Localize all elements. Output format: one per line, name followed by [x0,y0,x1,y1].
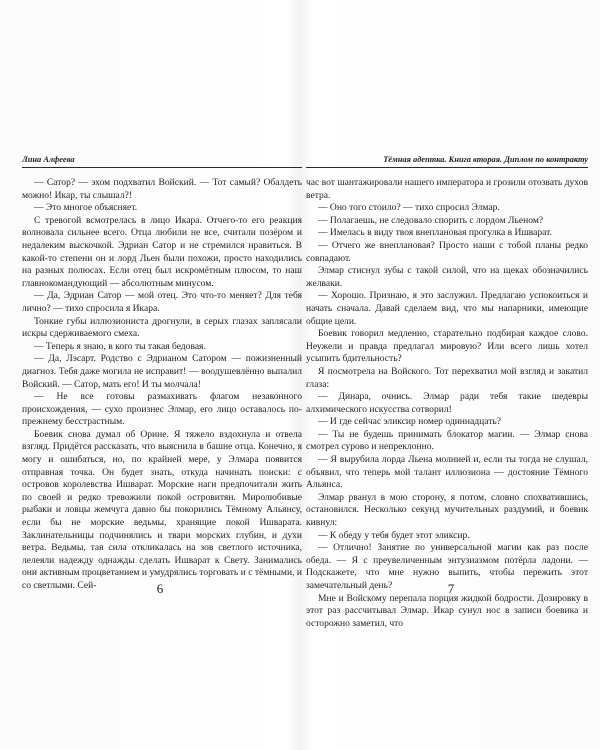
running-header-author [22,155,302,168]
paragraph: — Не все готовы размахивать флагом незаконного происхождения, — сухо произнес Элмар, его лицо оставалось по-прежнему бесстрастным. [22,391,302,428]
left-page [22,155,302,593]
paragraph: — К обеду у тебя будет этот эликсир. [318,529,470,541]
book-title: Тёмная адептка. Книга вторая. Диплом по контракту [383,155,588,164]
paragraph: — Динара, очнись. Элмар ради тебя такие шедевры алхимического искусства сотворил! [306,391,588,415]
paragraph: — Я вырубила лорда Льена молнией и, если ты тогда не слушал, объявил, что теперь мой талант иллюзиона — достояние Тёмного Альянса. [306,454,588,491]
paragraph: Мне и Войскому перепала порция жидкой бодрости. Дозировку в этот раз рассчитывал Элмар. Икар сунул нос в записи боевика и осторожно заметил, что [306,592,588,629]
paragraph: — Отчего же внеплановая? Просто наши с тобой планы редко совпадают. [306,239,588,264]
paragraph: — И где сейчас эликсир номер одиннадцать? [318,416,501,428]
paragraph: час вот шантажировали нашего императора и грозили отозвать духов ветра. [306,177,588,201]
left-page-body [22,177,302,593]
paragraph: — Это многое объясняет. [34,202,138,214]
paragraph: — Оно того стоило? — тихо спросил Элмар. [318,202,500,214]
author-name: Лина Алфеева [22,155,75,164]
paragraph: — Ты не будешь принимать блокатор магии. — Элмар снова смотрел сурово и непреклонно. [306,428,588,453]
paragraph: — Хорошо. Признаю, я это заслужил. Предлагаю успокоиться и начать сначала. Давай сделаем вид, что мы напарники, имеющие общие цели. [306,290,588,327]
paragraph: Боевик снова думал об Орине. Я тяжело вздохнула и отвела взгляд. Придётся рассказать, что выяснила в башне отца. Конечно, я могу и ошибаться, но, по крайней мере, у Элмара появится отправная точка. Он будет знать, откуда начинать поиски: с островов королевства Ишварат. Морские наги предпочитали жить по своей и редко тревожили покой островитян. Миролюбивые рыбаки и ловцы жемчуга давно бы покорились Тёмному Альянсу, если бы не морские ведьмы, хранящие покой Ишварата. Заклинательницы подчинялись и твари морских глубин, и духи ветра. Ведьмы, тая сила откликалась на зов светлого источника, лелеяли надежду однажды сделать Ишварат к Свету. Занимались они активным процветанием и умудрялись торговать и с тёмными, и со светлыми. Сей- [22,428,302,591]
paragraph: Элмар стиснул зубы с такой силой, что на щеках обозначились желваки. [306,265,588,289]
paragraph: Тонкие губы иллюзиониста дрогнули, в серых глазах заплясали искры сдерживаемого смеха. [22,315,302,340]
paragraph: С тревогой всмотрелась в лицо Икара. Отчего-то его реакция волновала сильнее всего. Отца любили не все, считали позёром и недалеким выскочкой. Эдриан Сатор и не стремился нравиться. В какой-то степени он и лорд Льен были похожи, просто находились на разных полюсах. Если отец был искромётным плюсом, то наш главнокомандующий — абсолютным минусом. [22,214,302,289]
running-header-title [306,155,588,168]
paragraph: — Да, Эдриан Сатор — мой отец. Это что-то меняет? Для тебя лично? — тихо спросила я Икара. [22,290,302,314]
paragraph: — Имелась в виду твоя внеплановая прогулка в Ишварат. [318,227,553,239]
page-number-right: 7 [447,581,455,596]
paragraph: Я посмотрела на Войского. Тот перехватил мой взгляд и закатил глаза: [306,365,588,390]
paragraph: — Сатор? — эхом подхватил Войский. — Тот самый? Обалдеть можно! Икар, ты слышал?! [22,177,302,201]
right-page [306,155,588,630]
paragraph: — Полагаешь, не следовало спорить с лордом Льеном? [318,214,544,226]
paragraph: Элмар рванул в мою сторону, я потом, словно спохватившись, остановился. Несколько секунд мучительных раздумий, и боевик кивнул: [306,491,588,529]
paragraph: — Теперь я знаю, в кого ты такая бедовая. [34,340,206,352]
paragraph: — Да, Лэсарт. Родство с Эдрианом Сатором — пожизненный диагноз. Тебя даже могила не исправит! — воодушевлённо выпалил Войский. — Сатор, мать его! И ты молчала! [22,353,302,390]
page-number-left: 6 [156,581,164,596]
right-page-body [306,177,588,630]
paragraph: Боевик говорил медленно, старательно подбирая каждое слово. Неужели и правда предлагал мировую? Или всего лишь хотел усыпить бдительность? [306,328,588,365]
paragraph: — Отлично! Занятие по универсальной магии как раз после обеда. — Я с преувеличенным энтузиазмом потёрла ладони. — Подскажете, что мне нужно выпить, чтобы пережить этот замечательный день? [306,542,588,591]
